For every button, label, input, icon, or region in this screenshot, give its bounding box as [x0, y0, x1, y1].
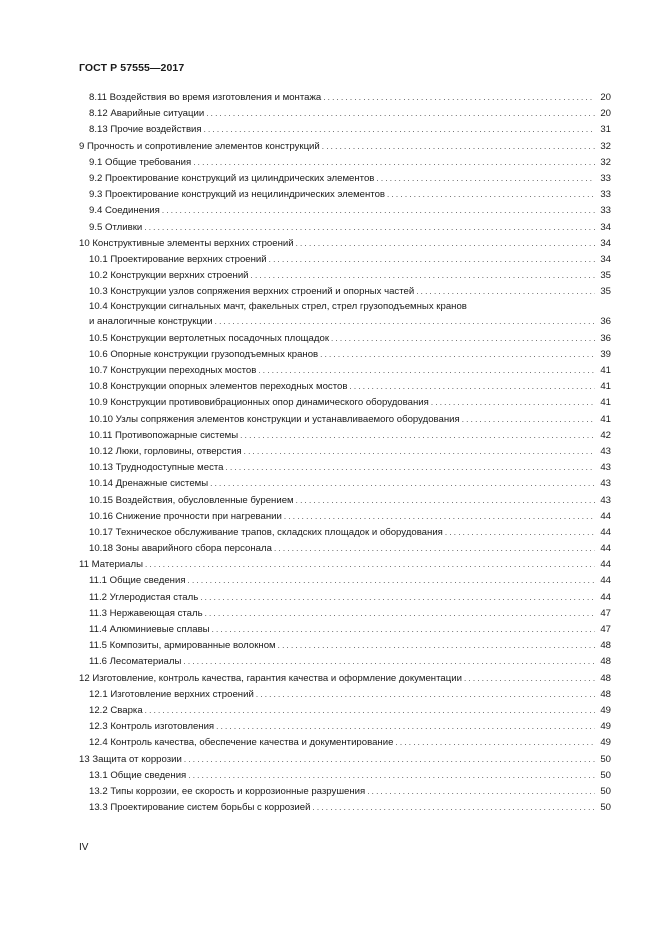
- toc-entry-title: 10.14 Дренажные системы: [89, 478, 209, 490]
- toc-entry-page: 44: [600, 559, 611, 571]
- toc-entry-title: 9.2 Проектирование конструкций из цилиндрических элементов: [89, 172, 375, 184]
- toc-subsection: [79, 735, 611, 751]
- toc-subsection: [79, 412, 611, 428]
- toc-entry-page: 44: [600, 543, 611, 555]
- toc-entry-page: 47: [600, 607, 611, 619]
- toc-entry-page: 41: [600, 413, 611, 425]
- page-number: IV: [79, 842, 89, 853]
- toc-entry-title: 10.11 Противопожарные системы: [89, 429, 239, 441]
- toc-entry-page: 44: [600, 510, 611, 522]
- toc-leader-dots: [320, 347, 595, 363]
- toc-entry-page: 44: [600, 591, 611, 603]
- toc-leader-dots: [349, 379, 595, 395]
- toc-entry-page: 50: [600, 769, 611, 781]
- toc-entry-page: 43: [600, 445, 611, 457]
- toc-entry-page: 41: [600, 397, 611, 409]
- toc-leader-dots: [145, 557, 595, 573]
- toc-subsection: [79, 460, 611, 476]
- toc-leader-dots: [210, 476, 595, 492]
- toc-leader-dots: [312, 800, 595, 816]
- toc-subsection: [79, 444, 611, 460]
- toc-leader-dots: [296, 236, 595, 252]
- toc-entry-title: 10.7 Конструкции переходных мостов: [89, 365, 257, 376]
- toc-subsection: [79, 331, 611, 347]
- toc-entry-title: 11.6 Лесоматериалы: [89, 656, 182, 668]
- toc-entry-page: 34: [600, 221, 611, 233]
- toc-section: [79, 752, 611, 768]
- toc-subsection: [79, 784, 611, 800]
- toc-entry-title: 10.12 Люки, горловины, отверстия: [89, 445, 242, 457]
- toc-entry-title: 10.3 Конструкции узлов сопряжения верхних строений и опорных частей: [89, 286, 415, 298]
- toc-entry-title: 10.9 Конструкции противовибрационных опор динамического оборудования: [89, 397, 429, 409]
- toc-entry-title: 12.3 Контроль изготовления: [89, 721, 215, 733]
- toc-leader-dots: [183, 654, 595, 670]
- toc-subsection: [79, 476, 611, 492]
- toc-leader-dots: [144, 220, 595, 236]
- toc-leader-dots: [251, 268, 595, 284]
- toc-subsection: [79, 106, 611, 122]
- toc-entry-page: 20: [600, 108, 611, 120]
- toc-entry-page: 34: [600, 253, 611, 265]
- toc-leader-dots: [212, 622, 595, 638]
- toc-leader-dots: [200, 590, 595, 606]
- toc-subsection: [79, 768, 611, 784]
- toc-entry-title: 10.15 Воздействия, обусловленные бурением: [89, 494, 294, 506]
- toc-subsection: [79, 428, 611, 444]
- toc-leader-dots: [256, 687, 595, 703]
- toc-entry-title: 9.4 Соединения: [89, 205, 160, 217]
- toc-leader-dots: [395, 735, 595, 751]
- toc-subsection: [79, 590, 611, 606]
- toc-subsection: [79, 379, 611, 395]
- toc-entry-page: 43: [600, 478, 611, 490]
- toc-entry-page: 43: [600, 494, 611, 506]
- toc-entry-page: 34: [600, 237, 611, 249]
- toc-entry-title: 11.2 Углеродистая сталь: [89, 591, 199, 603]
- table-of-contents: [79, 90, 611, 816]
- toc-leader-dots: [367, 784, 595, 800]
- toc-leader-dots: [462, 412, 595, 428]
- toc-section: [79, 557, 611, 573]
- toc-entry-page: 20: [600, 92, 611, 103]
- toc-subsection: [79, 300, 611, 314]
- toc-entry-page: 43: [600, 462, 611, 474]
- toc-subsection: [79, 252, 611, 268]
- toc-entry-title: 10.10 Узлы сопряжения элементов конструкции и устанавливаемого оборудования: [89, 413, 460, 425]
- toc-leader-dots: [162, 203, 595, 219]
- toc-subsection: [79, 541, 611, 557]
- toc-entry-title: 10.1 Проектирование верхних строений: [89, 253, 267, 265]
- toc-leader-dots: [296, 493, 595, 509]
- toc-entry-page: 50: [600, 753, 611, 765]
- toc-entry-title: 12.4 Контроль качества, обеспечение качества и документирование: [89, 737, 394, 749]
- toc-entry-title: 10.2 Конструкции верхних строений: [89, 270, 249, 282]
- toc-entry-title: 8.11 Воздействия во время изготовления и монтажа: [89, 92, 322, 103]
- toc-entry-title: 8.13 Прочие воздействия: [89, 124, 202, 136]
- toc-entry-title: 10.6 Опорные конструкции грузоподъемных кранов: [89, 348, 319, 360]
- toc-entry-title: 13.3 Проектирование систем борьбы с коррозией: [89, 802, 311, 814]
- toc-subsection: [79, 203, 611, 219]
- toc-leader-dots: [204, 122, 595, 138]
- toc-entry-title: 10.8 Конструкции опорных элементов переходных мостов: [89, 381, 348, 393]
- toc-leader-dots: [322, 139, 595, 155]
- toc-leader-dots: [258, 363, 595, 379]
- toc-entry-title: 11.3 Нержавеющая сталь: [89, 607, 203, 619]
- toc-subsection: [79, 719, 611, 735]
- toc-leader-dots: [331, 331, 595, 347]
- toc-subsection: [79, 687, 611, 703]
- toc-entry-page: 48: [600, 656, 611, 668]
- toc-entry-page: 44: [600, 526, 611, 538]
- toc-subsection: [79, 509, 611, 525]
- toc-entry-page: 32: [600, 140, 611, 152]
- toc-entry-title: 11 Материалы: [79, 559, 143, 571]
- toc-leader-dots: [284, 509, 595, 525]
- toc-leader-dots: [274, 541, 595, 557]
- toc-entry-page: 42: [600, 429, 611, 441]
- toc-leader-dots: [323, 90, 595, 106]
- toc-leader-dots: [205, 606, 595, 622]
- toc-subsection: [79, 573, 611, 589]
- toc-leader-dots: [244, 444, 595, 460]
- toc-entry-page: 36: [600, 316, 611, 328]
- toc-subsection: [79, 703, 611, 719]
- toc-leader-dots: [431, 395, 595, 411]
- toc-entry-page: 49: [600, 704, 611, 716]
- toc-entry-title: 11.4 Алюминиевые сплавы: [89, 624, 210, 635]
- document-header: ГОСТ Р 57555—2017: [79, 62, 185, 74]
- toc-subsection: [79, 284, 611, 300]
- toc-entry-page: 49: [600, 721, 611, 733]
- toc-entry-page: 50: [600, 785, 611, 797]
- toc-entry-page: 33: [600, 189, 611, 201]
- toc-subsection: [79, 90, 611, 106]
- toc-entry-title: 9.5 Отливки: [89, 221, 143, 233]
- toc-entry-title: и аналогичные конструкции: [89, 316, 213, 328]
- toc-subsection: [79, 268, 611, 284]
- toc-leader-dots: [216, 719, 595, 735]
- toc-entry-title: 10.13 Труднодоступные места: [89, 462, 224, 474]
- toc-entry-title: 13.1 Общие сведения: [89, 769, 187, 781]
- toc-leader-dots: [240, 428, 595, 444]
- toc-entry-page: 50: [600, 802, 611, 814]
- toc-subsection: [79, 638, 611, 654]
- toc-entry-page: 32: [600, 156, 611, 168]
- toc-entry-title: 13.2 Типы коррозии, ее скорость и коррозионные разрушения: [89, 785, 366, 797]
- toc-leader-dots: [269, 252, 595, 268]
- toc-entry-title: 11.5 Композиты, армированные волокном: [89, 640, 276, 652]
- toc-leader-dots: [184, 752, 595, 768]
- toc-section: [79, 236, 611, 252]
- toc-entry-page: 39: [600, 348, 611, 360]
- toc-section: [79, 671, 611, 687]
- toc-subsection: [79, 122, 611, 138]
- toc-entry-title: 12 Изготовление, контроль качества, гарантия качества и оформление документации: [79, 672, 462, 684]
- toc-entry-page: 48: [600, 688, 611, 700]
- toc-subsection: [79, 155, 611, 171]
- toc-entry-title: 10.5 Конструкции вертолетных посадочных площадок: [89, 332, 330, 344]
- toc-entry-page: 36: [600, 332, 611, 344]
- toc-entry-title: 12.1 Изготовление верхних строений: [89, 688, 254, 700]
- toc-entry-page: 33: [600, 172, 611, 184]
- toc-subsection: [79, 800, 611, 816]
- toc-leader-dots: [376, 171, 595, 187]
- toc-subsection: [79, 220, 611, 236]
- toc-entry-title: 13 Защита от коррозии: [79, 753, 182, 765]
- toc-subsection: [79, 606, 611, 622]
- toc-entry-title: 9.1 Общие требования: [89, 156, 192, 168]
- toc-leader-dots: [416, 284, 595, 300]
- toc-entry-page: 44: [600, 575, 611, 587]
- toc-entry-page: 41: [600, 365, 611, 376]
- toc-subsection: [79, 314, 611, 330]
- toc-entry-page: 31: [600, 124, 611, 136]
- toc-leader-dots: [387, 187, 595, 203]
- toc-leader-dots: [226, 460, 596, 476]
- toc-subsection: [79, 493, 611, 509]
- toc-entry-page: 35: [600, 270, 611, 282]
- toc-leader-dots: [206, 106, 595, 122]
- toc-subsection: [79, 525, 611, 541]
- toc-leader-dots: [464, 671, 595, 687]
- toc-leader-dots: [188, 573, 595, 589]
- toc-leader-dots: [445, 525, 595, 541]
- toc-entry-page: 41: [600, 381, 611, 393]
- toc-entry-title: 9.3 Проектирование конструкций из нецилиндрических элементов: [89, 189, 386, 201]
- toc-entry-page: 48: [600, 672, 611, 684]
- toc-subsection: [79, 622, 611, 638]
- toc-entry-title: 8.12 Аварийные ситуации: [89, 108, 205, 120]
- toc-entry-title: 10.17 Техническое обслуживание трапов, складских площадок и оборудования: [89, 526, 443, 538]
- toc-entry-title: 9 Прочность и сопротивление элементов конструкций: [79, 140, 320, 152]
- toc-leader-dots: [188, 768, 595, 784]
- toc-leader-dots: [145, 703, 595, 719]
- toc-entry-page: 33: [600, 205, 611, 217]
- toc-entry-title: 10.16 Снижение прочности при нагревании: [89, 510, 282, 522]
- toc-subsection: [79, 363, 611, 379]
- toc-entry-title: 10 Конструктивные элементы верхних строений: [79, 237, 294, 249]
- toc-section: [79, 139, 611, 155]
- toc-subsection: [79, 395, 611, 411]
- toc-entry-title: 12.2 Сварка: [89, 704, 143, 716]
- toc-subsection: [79, 347, 611, 363]
- toc-entry-title: 10.4 Конструкции сигнальных мачт, факельных стрел, стрел грузоподъемных кранов: [89, 301, 467, 313]
- toc-leader-dots: [278, 638, 595, 654]
- toc-entry-page: 47: [600, 624, 611, 635]
- toc-leader-dots: [193, 155, 595, 171]
- toc-entry-page: 35: [600, 286, 611, 298]
- toc-entry-page: 48: [600, 640, 611, 652]
- toc-subsection: [79, 187, 611, 203]
- toc-subsection: [79, 171, 611, 187]
- toc-subsection: [79, 654, 611, 670]
- toc-entry-page: 49: [600, 737, 611, 749]
- toc-entry-title: 10.18 Зоны аварийного сбора персонала: [89, 543, 272, 555]
- toc-leader-dots: [215, 314, 595, 330]
- toc-entry-title: 11.1 Общие сведения: [89, 575, 186, 587]
